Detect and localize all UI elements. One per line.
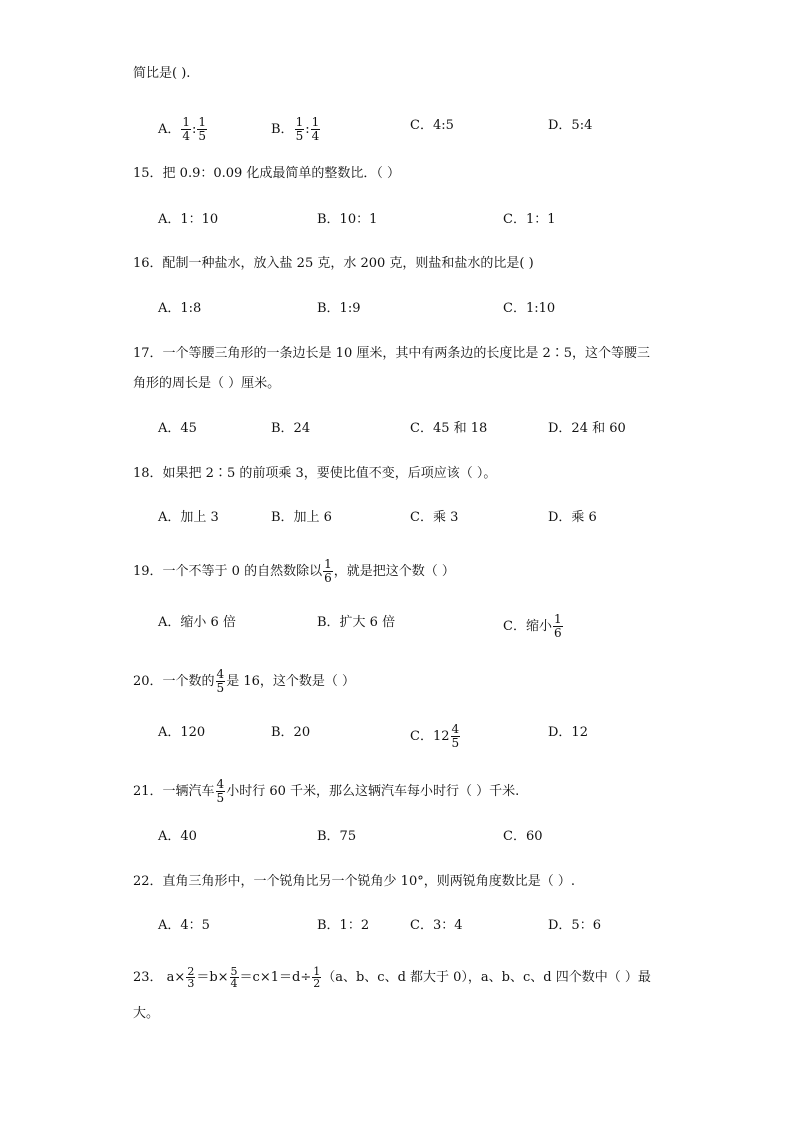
q18-option-c[interactable]: C．乘 3: [410, 510, 459, 525]
question-text: 是 16，这个数是（ ）: [226, 674, 355, 689]
q14-option-b[interactable]: [271, 116, 321, 143]
q15-option-b[interactable]: B．10：1: [317, 212, 378, 227]
denominator: 3: [187, 977, 195, 990]
fraction: [181, 116, 191, 143]
q15-question: 15．把 0.9：0.09 化成最简单的整数比．（ ）: [133, 166, 401, 181]
option-label: B．: [271, 122, 294, 137]
question-text: （a、b、c、d 都大于 0），a、b、c、d 四个数中（ ）最: [322, 970, 651, 985]
q22-option-d[interactable]: D．5：6: [548, 918, 601, 933]
q19-option-a[interactable]: A．缩小 6 倍: [158, 615, 236, 630]
ratio-colon: :: [192, 122, 197, 137]
question-text: 23． a×: [133, 970, 186, 985]
q17-question-line2: 角形的周长是（ ）厘米。: [133, 376, 281, 391]
q21-option-b[interactable]: B．75: [317, 829, 357, 844]
q21-option-c[interactable]: C．60: [503, 829, 543, 844]
q22-option-a[interactable]: A．4：5: [158, 918, 210, 933]
numerator: 1: [311, 115, 320, 129]
numerator: 4: [451, 722, 460, 736]
question-text: 19．一个不等于 0 的自然数除以: [133, 564, 323, 579]
q18-question: 18．如果把 2∶5 的前项乘 3，要使比值不变，后项应该（ ）。: [133, 466, 497, 481]
q17-option-a[interactable]: A．45: [158, 421, 197, 436]
q21-option-a[interactable]: A．40: [158, 829, 197, 844]
fraction: [186, 966, 195, 989]
q23-question-line2: 大。: [133, 1006, 160, 1021]
numerator: 4: [216, 667, 225, 681]
q17-option-b[interactable]: B．24: [271, 421, 311, 436]
fraction: [197, 116, 207, 143]
q23-question-line1: [133, 966, 651, 989]
q15-option-c[interactable]: C．1：1: [503, 212, 556, 227]
q14-option-c[interactable]: C．4:5: [410, 118, 454, 133]
q22-option-c[interactable]: C．3：4: [410, 918, 463, 933]
option-label: A．: [158, 122, 181, 137]
denominator: 5: [198, 129, 207, 143]
q19-question: [133, 558, 455, 585]
question-text: ＝c×1＝d÷: [239, 970, 312, 985]
q20-question: [133, 668, 355, 695]
option-label: C．12: [410, 729, 450, 744]
fraction: [451, 723, 461, 750]
q17-question-line1: 17．一个等腰三角形的一条边长是 10 厘米，其中有两条边的长度比是 2∶5，这个等腰三: [133, 346, 651, 361]
q16-question: 16．配制一种盐水，放入盐 25 克，水 200 克，则盐和盐水的比是( ): [133, 256, 534, 271]
q14-tail: 简比是( ).: [133, 66, 191, 81]
numerator: 4: [216, 777, 225, 791]
numerator: 1: [553, 612, 562, 626]
q18-option-d[interactable]: D．乘 6: [548, 510, 597, 525]
q20-option-d[interactable]: D．12: [548, 725, 588, 740]
q16-option-a[interactable]: A．1:8: [158, 301, 202, 316]
q17-option-c[interactable]: C．45 和 18: [410, 421, 488, 436]
fraction: [553, 613, 563, 640]
numerator: 5: [230, 965, 238, 978]
fraction: [312, 966, 321, 989]
denominator: 5: [451, 736, 460, 750]
q22-question: 22．直角三角形中，一个锐角比另一个锐角少 10°，则两锐角度数比是（ ）.: [133, 874, 575, 889]
q18-option-b[interactable]: B．加上 6: [271, 510, 332, 525]
numerator: 1: [198, 115, 207, 129]
q21-question: [133, 778, 519, 805]
denominator: 5: [295, 129, 304, 143]
q20-option-b[interactable]: B．20: [271, 725, 311, 740]
q15-option-a[interactable]: A．1：10: [158, 212, 219, 227]
denominator: 6: [324, 571, 332, 585]
q16-option-b[interactable]: B．1:9: [317, 301, 361, 316]
denominator: 4: [311, 129, 320, 143]
q17-option-d[interactable]: D．24 和 60: [548, 421, 626, 436]
q19-option-b[interactable]: B．扩大 6 倍: [317, 615, 396, 630]
question-text: ＝b×: [196, 970, 229, 985]
numerator: 2: [187, 965, 195, 978]
numerator: 1: [324, 557, 332, 571]
question-text: 小时行 60 千米，那么这辆汽车每小时行（ ）千米.: [226, 784, 520, 799]
denominator: 5: [216, 681, 225, 695]
q16-option-c[interactable]: C．1:10: [503, 301, 556, 316]
denominator: 5: [216, 791, 225, 805]
question-text: 20．一个数的: [133, 674, 215, 689]
question-text: ，就是把这个数（ ）: [333, 564, 455, 579]
ratio-colon: :: [305, 122, 310, 137]
q14-option-a[interactable]: [158, 116, 208, 143]
numerator: 1: [295, 115, 304, 129]
denominator: 4: [182, 129, 191, 143]
denominator: 2: [313, 977, 321, 990]
q20-option-a[interactable]: A．120: [158, 725, 206, 740]
fraction: [216, 778, 226, 805]
numerator: 1: [182, 115, 191, 129]
denominator: 4: [230, 977, 238, 990]
q20-option-c[interactable]: [410, 723, 461, 750]
q14-option-d[interactable]: D．5:4: [548, 118, 593, 133]
q19-option-c[interactable]: [503, 613, 564, 640]
denominator: 6: [553, 626, 562, 640]
fraction: [230, 966, 239, 989]
option-label: C．缩小: [503, 619, 552, 634]
fraction: [311, 116, 321, 143]
fraction: [216, 668, 226, 695]
q22-option-b[interactable]: B．1：2: [317, 918, 370, 933]
fraction: [295, 116, 305, 143]
fraction: [323, 558, 333, 585]
numerator: 1: [313, 965, 321, 978]
q18-option-a[interactable]: A．加上 3: [158, 510, 219, 525]
question-text: 21．一辆汽车: [133, 784, 215, 799]
